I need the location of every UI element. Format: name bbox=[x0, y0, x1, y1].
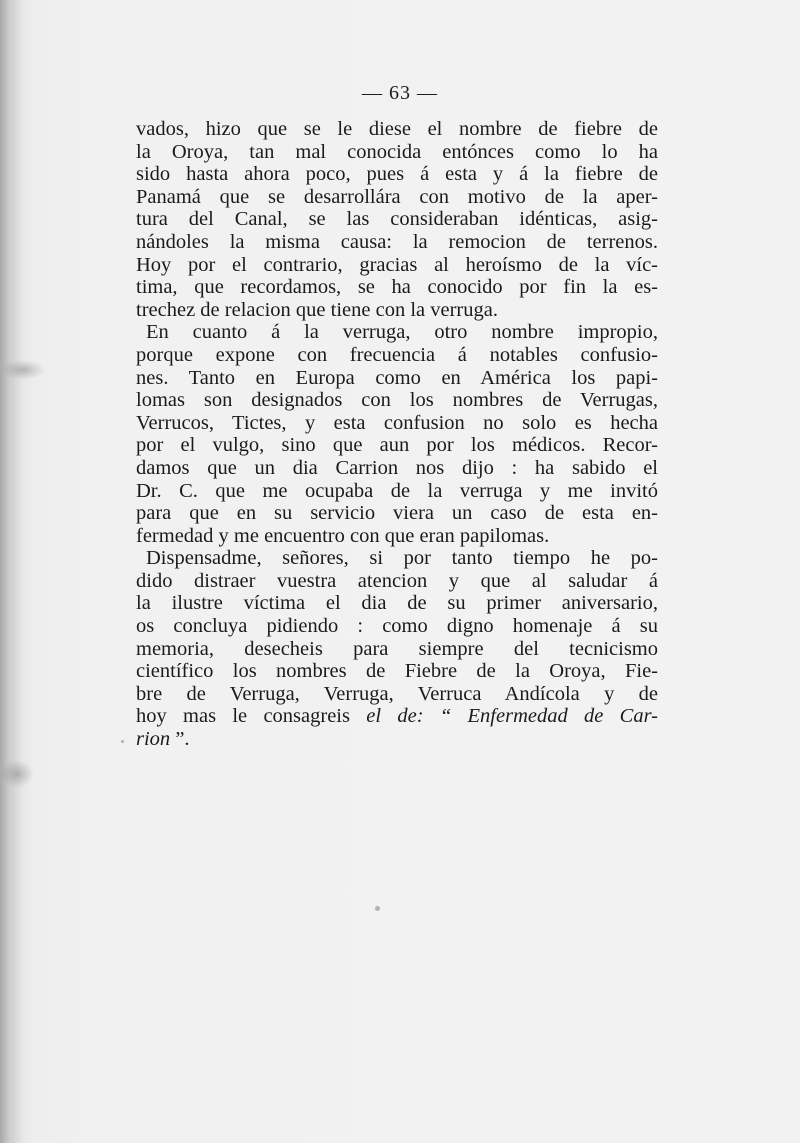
text-line bbox=[136, 141, 658, 164]
text-line bbox=[136, 344, 658, 367]
text-line bbox=[136, 480, 658, 503]
line-text: Dr. C. que me ocupaba de la verruga y me invitó bbox=[136, 479, 658, 502]
line-text: os concluya pidiendo : como digno homenaje á su bbox=[136, 615, 658, 638]
text-line bbox=[136, 705, 658, 728]
text-line bbox=[136, 683, 658, 706]
line-text: porque expone con frecuencia á notables confusio- bbox=[136, 343, 658, 366]
text-line bbox=[136, 321, 658, 344]
ink-speck bbox=[121, 740, 124, 743]
text-line bbox=[136, 389, 658, 412]
line-text: Dispensadme, señores, si por tanto tiempo he po- bbox=[146, 547, 658, 570]
page-crease bbox=[0, 360, 46, 380]
text-line bbox=[136, 660, 658, 683]
line-text: Panamá que se desarrollára con motivo de la aper- bbox=[136, 185, 658, 208]
line-text: científico los nombres de Fiebre de la Oroya, Fie- bbox=[136, 660, 658, 683]
text-line bbox=[136, 570, 658, 593]
italic-text: el de: “ Enfermedad de Car- bbox=[366, 705, 658, 728]
text-line bbox=[136, 728, 658, 751]
text-line bbox=[136, 592, 658, 615]
line-text: hoy mas le consagreis bbox=[136, 705, 367, 728]
line-text: sido hasta ahora poco, pues á esta y á la fiebre de bbox=[136, 163, 658, 186]
line-text: memoria, desecheis para siempre del tecnicismo bbox=[136, 637, 658, 660]
line-text: Hoy por el contrario, gracias al heroísmo de la víc- bbox=[136, 253, 658, 276]
line-text: trechez de relacion que tiene con la verruga. bbox=[136, 298, 498, 321]
line-text: bre de Verruga, Verruga, Verruca Andícola y de bbox=[136, 682, 658, 705]
text-line bbox=[136, 163, 658, 186]
text-line bbox=[136, 231, 658, 254]
text-line bbox=[136, 186, 658, 209]
line-text: vados, hizo que se le diese el nombre de fiebre de bbox=[136, 118, 658, 140]
body-text bbox=[136, 118, 658, 751]
ink-speck bbox=[375, 906, 380, 911]
line-text: nándoles la misma causa: la remocion de terrenos. bbox=[136, 230, 658, 253]
italic-text: rion bbox=[136, 728, 171, 751]
text-line bbox=[136, 118, 658, 141]
line-text: la ilustre víctima el dia de su primer aniversario, bbox=[136, 592, 658, 615]
line-text: fermedad y me encuentro con que eran papilomas. bbox=[136, 524, 550, 547]
line-text: damos que un dia Carrion nos dijo : ha sabido el bbox=[136, 456, 658, 479]
text-line bbox=[136, 547, 658, 570]
text-line bbox=[136, 276, 658, 299]
line-text: para que en su servicio viera un caso de esta en- bbox=[136, 502, 658, 525]
text-line bbox=[136, 457, 658, 480]
line-text: por el vulgo, sino que aun por los médicos. Recor- bbox=[136, 434, 658, 457]
line-text: dido distraer vuestra atencion y que al saludar á bbox=[136, 569, 658, 592]
text-line bbox=[136, 299, 658, 322]
text-line bbox=[136, 412, 658, 435]
line-text: lomas son designados con los nombres de Verrugas, bbox=[136, 389, 658, 412]
page-crease bbox=[0, 760, 34, 788]
page-number: — 63 — bbox=[362, 82, 438, 104]
text-line bbox=[136, 208, 658, 231]
text-line bbox=[136, 367, 658, 390]
line-text: En cuanto á la verruga, otro nombre impropio, bbox=[146, 321, 658, 344]
text-line bbox=[136, 638, 658, 661]
line-text: la Oroya, tan mal conocida entónces como lo ha bbox=[136, 140, 658, 163]
text-line bbox=[136, 615, 658, 638]
line-text: tima, que recordamos, se ha conocido por fin la es- bbox=[136, 276, 658, 299]
line-text: tura del Canal, se las consideraban idénticas, asig- bbox=[136, 208, 658, 231]
text-line bbox=[136, 434, 658, 457]
line-text: nes. Tanto en Europa como en América los papi- bbox=[136, 366, 658, 389]
binding-gutter bbox=[0, 0, 22, 1143]
line-text: Verrucos, Tictes, y esta confusion no solo es hecha bbox=[136, 411, 658, 434]
text-line bbox=[136, 254, 658, 277]
line-tail: ”. bbox=[170, 728, 190, 751]
text-line bbox=[136, 502, 658, 525]
text-line bbox=[136, 525, 658, 548]
